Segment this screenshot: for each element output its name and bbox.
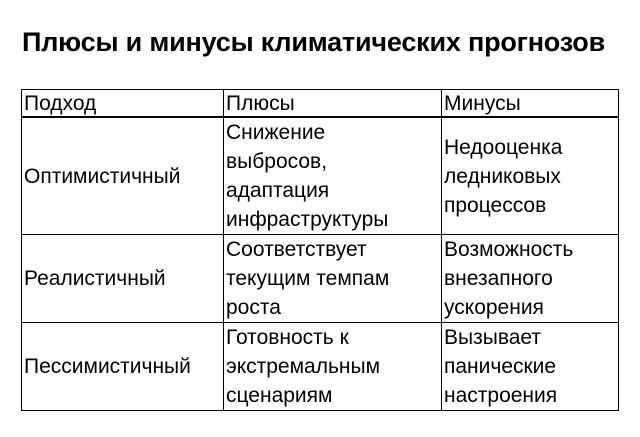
approach-cell xyxy=(22,235,224,323)
approach-cell xyxy=(22,323,224,411)
column-header-pros: Плюсы xyxy=(224,90,442,118)
approach-cell xyxy=(22,117,224,235)
cons-cell xyxy=(442,235,619,323)
table-row xyxy=(22,323,619,411)
pros-cell xyxy=(224,117,442,235)
column-header-cons: Минусы xyxy=(442,90,619,118)
cons-cell xyxy=(442,323,619,411)
comparison-table xyxy=(21,89,619,411)
cons-text: Недооценка ледниковых процессов xyxy=(444,135,563,217)
pros-text: Готовность к экстремальным сценариям xyxy=(226,326,381,407)
table-row xyxy=(22,235,619,323)
cons-cell xyxy=(442,117,619,235)
cons-text: Возможность внезапного ускорения xyxy=(444,238,574,319)
pros-text: Соответствует текущим темпам роста xyxy=(226,238,390,319)
approach-text: Пессимистичный xyxy=(24,355,191,378)
cons-text: Вызывает панические настроения xyxy=(444,326,558,407)
page-title: Плюсы и минусы климатических прогнозов xyxy=(22,27,605,57)
pros-text: Снижение выбросов, адаптация инфраструктуры xyxy=(226,121,389,231)
pros-cell xyxy=(224,235,442,323)
column-header-approach: Подход xyxy=(22,90,224,118)
approach-text: Оптимистичный xyxy=(24,164,181,188)
approach-text: Реалистичный xyxy=(24,267,166,290)
pros-cell xyxy=(224,323,442,411)
table-row xyxy=(22,117,619,235)
table-header-row xyxy=(22,90,619,118)
